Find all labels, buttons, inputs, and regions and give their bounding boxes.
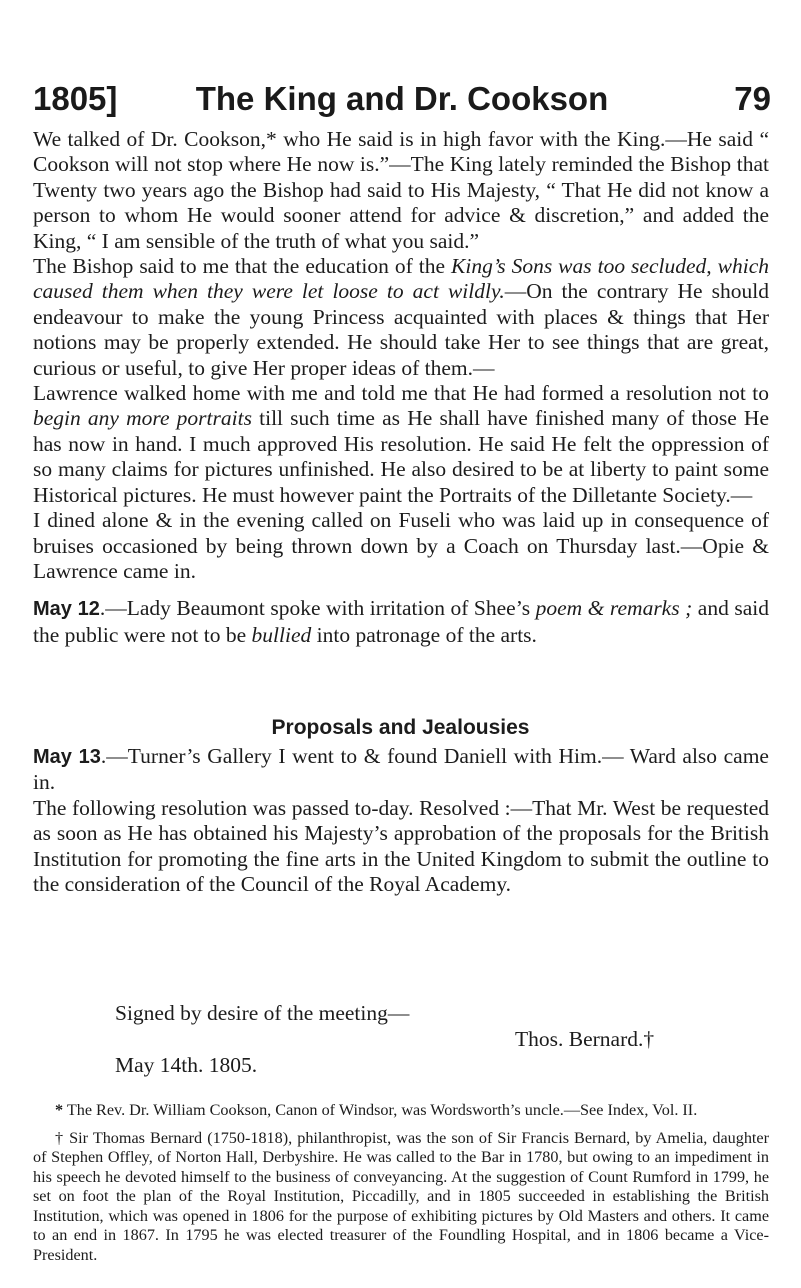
main-text-block-1 bbox=[33, 127, 769, 648]
signature-name: Thos. Bernard.† bbox=[515, 1027, 655, 1051]
paragraph-bishop: The Bishop said to me that the education of the King’s Sons was too secluded, which caused them when they were let loose to act wildly.—On the contrary He should endeavour to make the young Princess acquainted with places & things that Her notions may be properly extended. He should take Her to see things that are great, curious or useful, to give Her proper ideas of them.— bbox=[33, 254, 769, 380]
paragraph-cookson: We talked of Dr. Cookson,* who He said is in high favor with the King.—He said “ Cookson will not stop where He now is.”—The King lately reminded the Bishop that Twenty two years ago the Bishop had said to His Majesty, “ That He did not know a person to whom He would sooner attend for advice & discretion,” and added the King, “ I am sensible of the truth of what you said.” bbox=[33, 127, 769, 253]
signature-date: May 14th. 1805. bbox=[115, 1053, 258, 1077]
signature-line-1: Signed by desire of the meeting— bbox=[115, 1001, 410, 1025]
footnote-1: * The Rev. Dr. William Cookson, Canon of Windsor, was Wordsworth’s uncle.—See Index, Vol. II. bbox=[55, 1101, 698, 1119]
section-heading: Proposals and Jealousies bbox=[271, 716, 530, 739]
paragraph-may12: May 12.—Lady Beaumont spoke with irritation of Shee’s poem & remarks ; and said the public were not to be bullied into patronage of the arts. bbox=[33, 596, 769, 647]
date-may13: May 13 bbox=[33, 746, 101, 768]
paragraph-lawrence: Lawrence walked home with me and told me that He had formed a resolution not to begin any more portraits till such time as He shall have finished many of those He has now in hand. I much approved His resolution. He said He felt the oppression of so many claims for pictures unfinished. He also desired to be at liberty to paint some Historical pictures. He must however paint the Portraits of the Dilletante Society.— bbox=[33, 381, 770, 507]
paragraph-fuseli: I dined alone & in the evening called on Fuseli who was laid up in consequence of bruises occasioned by being thrown down by a Coach on Thursday last.—Opie & Lawrence came in. bbox=[33, 508, 769, 583]
page-number: 79 bbox=[734, 80, 771, 117]
paragraph-may13: May 13.—Turner’s Gallery I went to & found Daniell with Him.— Ward also came in. bbox=[33, 744, 769, 795]
main-text-block-2 bbox=[33, 744, 769, 897]
footnote-2: † Sir Thomas Bernard (1750-1818), philanthropist, was the son of Sir Francis Bernard, by Amelia, daughter of Stephen Offley, of Norton Hall, Derbyshire. He was called to the Bar in 1780, but owing to an impediment in his speech he devoted himself to the business of conveyancing. At the suggestion of Count Rumford in 1799, he set on foot the plan of the Royal Institution, Piccadilly, and in 1805 succeeded in establishing the British Institution, which was opened in 1806 for the purpose of exhibiting pictures by Old Masters and others. It came to an end in 1867. In 1795 he was elected treasurer of the Foundling Hospital, and in 1806 became a Vice-President. bbox=[33, 1128, 770, 1264]
date-may12: May 12 bbox=[33, 598, 100, 621]
running-header bbox=[33, 80, 771, 124]
header-title: The King and Dr. Cookson bbox=[195, 80, 609, 117]
header-year: 1805] bbox=[33, 80, 118, 117]
paragraph-resolution: The following resolution was passed to-day. Resolved :—That Mr. West be requested as soon as He has obtained his Majesty’s approbation of the proposals for the British Institution for promoting the fine arts in the United Kingdom to submit the outline to the consideration of the Council of the Royal Academy. bbox=[33, 795, 769, 897]
footnotes bbox=[33, 1101, 769, 1265]
